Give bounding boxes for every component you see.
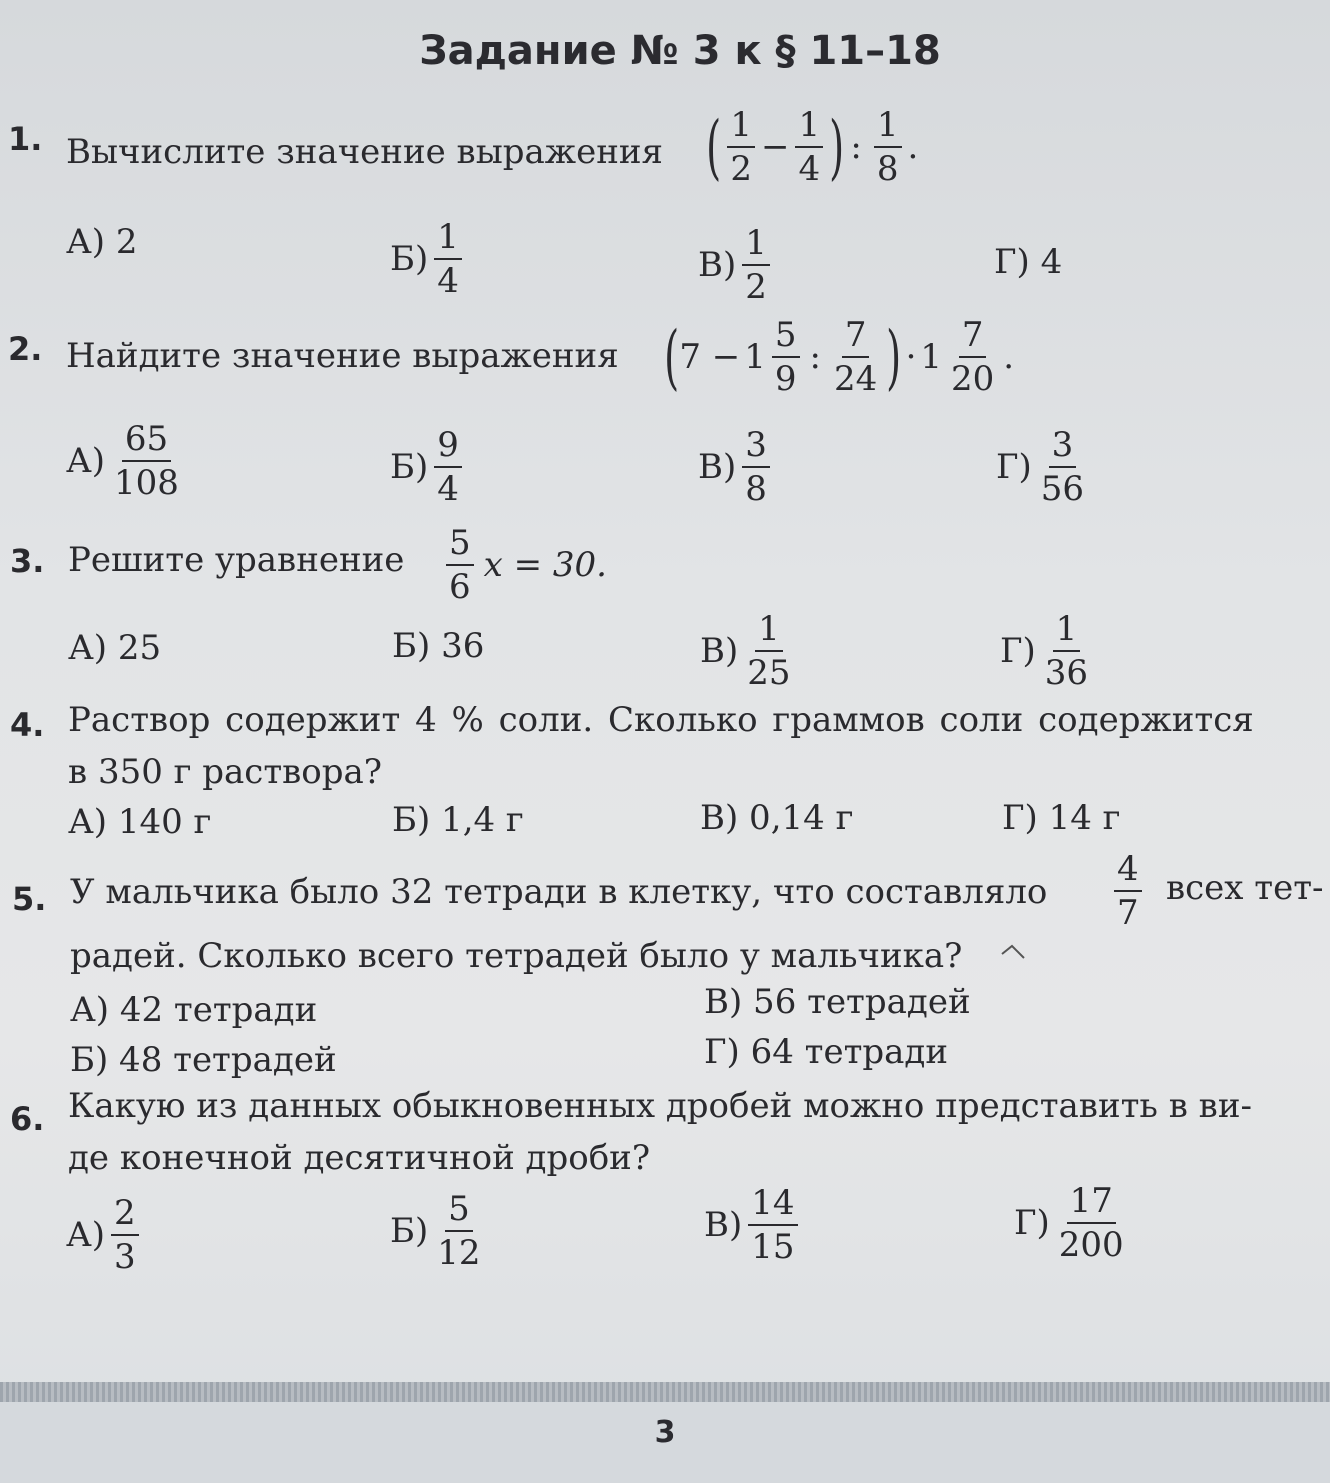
task-4-line-1: Раствор содержит 4 % соли. Сколько граммов соли содержится (68, 700, 1254, 740)
task-3-option-b: Б) 36 (392, 626, 485, 666)
task-6-line-1: Какую из данных обыкновенных дробей можно представить в ви- (68, 1086, 1252, 1126)
task-4-line-2: в 350 г раствора? (68, 752, 383, 792)
task-6-option-d: Г) $\frac{17}{200}$ (1014, 1181, 1124, 1265)
task-6-option-a: А) $\frac{2}{3}$ (66, 1196, 145, 1274)
task-2-option-c: В) $\frac{3}{8}$ (698, 428, 776, 506)
task-6-option-b: Б) $\frac{5}{12}$ (390, 1189, 481, 1273)
task-1-number: 1. (8, 120, 43, 158)
task-2-option-d: Г) $\frac{3}{56}$ (996, 425, 1085, 509)
task-5-option-d: Г) 64 тетради (704, 1032, 949, 1072)
task-3-number: 3. (10, 542, 45, 580)
task-3-option-a: А) 25 (68, 628, 162, 668)
task-1-option-b: Б) $\frac{1}{4}$ (390, 220, 468, 298)
page-number: 3 (654, 1415, 676, 1450)
task-5-fraction: $\frac{4}{7}$ (1108, 852, 1148, 930)
task-2-option-a: А) $\frac{65}{108}$ (66, 419, 179, 503)
task-2-option-b: Б) $\frac{9}{4}$ (390, 428, 468, 506)
task-6-line-2: де конечной десятичной дроби? (68, 1138, 651, 1178)
task-5-option-a: А) 42 тетради (70, 990, 318, 1030)
task-5-line-2: радей. Сколько всего тетрадей было у мальчика? (70, 936, 963, 976)
task-5-line-1-start: У мальчика было 32 тетради в клетку, что составляло (70, 872, 1048, 912)
task-4-option-d: Г) 14 г (1002, 798, 1121, 838)
task-3-option-d: Г) $\frac{1}{36}$ (1000, 609, 1089, 693)
task-1-option-a: А) 2 (66, 222, 138, 262)
pencil-mark-icon (1000, 942, 1026, 960)
task-4-number: 4. (10, 706, 45, 744)
task-5-option-b: Б) 48 тетрадей (70, 1040, 337, 1080)
task-4-option-b: Б) 1,4 г (392, 800, 524, 840)
task-5-option-c: В) 56 тетрадей (704, 982, 971, 1022)
task-5-number: 5. (12, 880, 47, 918)
task-6-option-c: В) $\frac{14}{15}$ (704, 1186, 804, 1264)
task-2-expression: ( 7 − 1 $\frac{5}{9}$ : $\frac{7}{24}$ ) · 1 $\frac{7}{20}$ . (664, 315, 1015, 399)
task-1-option-c: В) $\frac{1}{2}$ (698, 226, 776, 304)
page-divider-stripe (0, 1382, 1330, 1402)
task-3-text: Решите уравнение (68, 540, 405, 580)
task-5-line-1-end: всех тет- (1166, 868, 1324, 908)
page-title: Задание № 3 к § 11–18 (419, 28, 941, 74)
task-1-text: Вычислите значение выражения (66, 132, 663, 172)
task-3-expression: $\frac{5}{6}$ x = 30. (440, 526, 607, 604)
task-1-option-d: Г) 4 (994, 242, 1063, 282)
task-4-option-c: В) 0,14 г (700, 798, 854, 838)
task-2-text: Найдите значение выражения (66, 336, 619, 376)
task-6-number: 6. (10, 1100, 45, 1138)
task-2-number: 2. (8, 330, 43, 368)
task-3-option-c: В) $\frac{1}{25}$ (700, 609, 791, 693)
task-1-expression: ( $\frac{1}{2}$ − $\frac{1}{4}$ ) : $\frac{1}{8}$ . (706, 105, 919, 189)
task-4-option-a: А) 140 г (68, 802, 212, 842)
